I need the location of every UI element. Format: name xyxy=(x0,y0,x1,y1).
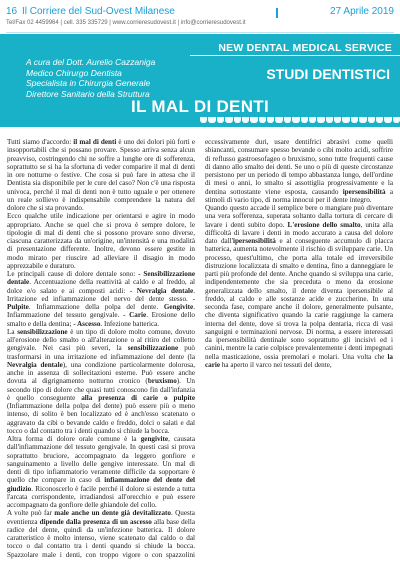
bold-phrase: sensibilizzazione xyxy=(127,344,179,353)
text-run: Quando questo accade il semplice bere o mangiare può diventare una vera sofferenza, superata soltanto dalla tortura di cercare di lavare i denti subito dopo. xyxy=(205,204,393,229)
text-run: . Irritazione ed infiammazione del nervo del dente stesso. xyxy=(7,286,196,303)
text-run: , causata dall'infiammazione del tessuto gengivale. In questi casi si prova soprattutto bruciore, accompagnato da leggero gonfiore e sanguinamento a livello delle gengive interessate. Un mal di denti di tipo infiammatorio veramente difficile da sopportare è quello che compare in caso di xyxy=(7,435,195,485)
tooth-shape xyxy=(208,117,215,123)
article-title: IL MAL DI DENTI xyxy=(131,97,269,116)
bold-phrase: Nevralgia dentale xyxy=(7,360,63,369)
tooth-shape xyxy=(242,117,249,123)
newspaper-name: Il Corriere del Sud-Ovest Milanese xyxy=(22,6,175,17)
article-paragraph xyxy=(7,270,195,328)
byline-line: Direttore Sanitario della Struttura xyxy=(26,88,150,99)
text-run: ), una condizione particolarmente dolorosa, anche in assenza di sollecitazioni esterne. Può essere anche dovuta al digrignamento notturno cronico ( xyxy=(7,360,196,386)
text-run: ha aperto il varco nei tessuti del dente, xyxy=(220,360,332,369)
bold-phrase: - Pulpite xyxy=(7,294,195,311)
bold-phrase: Gengivite xyxy=(163,303,194,311)
text-run: Tutti siamo d'accordo: xyxy=(7,138,74,146)
byline-line: A cura del Dott. Aurelio Cazzaniga xyxy=(26,57,156,67)
tooth-decoration xyxy=(200,117,400,123)
text-run: . Erosione dello smalto e della dentina; xyxy=(7,311,195,328)
text-run: e al conseguente accumulo di placca batterica, aumenta notevolmente il rischio di sviluppare carie. Un processo, quest'ultimo, che porta alla totale ed irreversibile distruzione localizzata di smalto e dentina, fino a danneggiare le parti più profonde del dente. Anche quando si sviluppa una carie, indipendentemente che sia preceduta o meno da erosione generalizzata dello smalto, il dente diventa ipersensibile al freddo, al caldo e alle sostanze acide e zuccherine. In una seconda fase, compare anche il dolore, generalmente pulsante, che diventa significativo quando la carie raggiunge la camera interna del dente, dove si trova la polpa dentaria, ricca di vasi sanguigni e terminazioni nervose. Di norma, a essere interessati da ipersensibilità dentinale sono soprattutto gli incisivi ed i canini, mentre la carie colpisce prevalentemente i denti impegnati nella masticazione, ossia premolari e molari. Una volta che xyxy=(205,237,393,361)
text-run: è un tipo di dolore molto comune, dovuto all'erosione dello smalto o all'alterazione o al ritiro del colletto gengivale. Nei casi più severi, la xyxy=(7,327,195,353)
bold-phrase: L'erosione dello smalto xyxy=(287,220,361,229)
tooth-shape xyxy=(267,117,274,123)
bold-phrase: bruxismo xyxy=(147,377,177,386)
bold-phrase: - Carie xyxy=(123,311,147,320)
tooth-shape xyxy=(309,117,316,123)
text-run: . Infezione batterica. xyxy=(100,319,160,328)
text-run: Ecco qualche utile indicazione per orientarsi e agire in modo appropriato. Anche se quel che si prova è sempre dolore, le tipologie di mal di denti che si possono provare sono diverse, ciascuna caratterizzata da un'origine, un'intensità e una modalità di presentazione differente. Inoltre, devono essere gestite in modo mirato per riuscire ad alleviare il disagio in modo apprezzabile e duraturo. xyxy=(7,212,195,270)
bold-phrase: ipersensibilità xyxy=(232,237,276,245)
author-byline xyxy=(26,57,155,99)
text-run: alla base della radice del dente, quindi da un'infezione batterica. Il dolore caratteristico è molto intenso, viene scatenato dal caldo o dal tocco o dal contatto tra i denti quando si chiude la bocca. Spazzolare male i denti, con troppo vigore o con spazzolini eccessivamente duri, usare dentifrici abrasivi come quelli sbiancanti, consumare spesso bevande o cibi molto acidi, soffrire di reflusso gastroesofageo o bruxismo, sono tutte frequenti cause di danno allo smalto dei denti. Se uno o più di queste circostanze persistono per un periodo di tempo abbastanza lungo, dell'ordine di mesi o anni, lo smalto si assottiglia progressivamente e la dentina sottostante viene esposta, causando xyxy=(7,138,393,559)
bold-phrase: - Ascesso xyxy=(73,319,101,328)
service-name: NEW DENTAL MEDICAL SERVICE xyxy=(218,42,392,54)
bold-phrase: male anche un dente già devitalizzato xyxy=(54,509,171,518)
bold-phrase: la carie xyxy=(205,352,393,369)
byline-line: Medico Chirurgo Dentista xyxy=(26,67,122,78)
text-run: a stimoli di vario tipo, di norma innocui per il dente integro. xyxy=(205,187,393,204)
text-run: è uno dei dolori più forti e insopportabili che si possano provare. Spesso arriva senza alcun preavviso, costringendo chi ne soffre a lunghe ore di sofferenza, soprattutto se si ha la sfortuna di veder comparire il mal di denti in ore notturne o festive. Che cosa si può fare in attesa che il Dentista sia disponibile per le cure del caso? Non c'è una risposta univoca, perché il mal di denti non è tutto uguale e per ottenere un reale sollievo è indispensabile comprendere la natura del dolore che si sta provando. xyxy=(7,138,195,212)
tooth-shape xyxy=(200,117,207,123)
tooth-shape xyxy=(234,117,241,123)
text-run: (Infiammazione della polpa del dente) può essere più o meno intenso, di solito è ben localizzato ed è anch'esso scatenato o aggravato da cibi o bevande caldo e freddo, dolci o salati e dal tocco o dal contatto tra i denti quando si chiude la bocca. xyxy=(7,402,195,435)
byline-line: Specialista in Chirurgia Generale xyxy=(26,78,151,88)
tooth-shape xyxy=(259,117,266,123)
article-paragraph xyxy=(7,435,195,509)
tooth-shape xyxy=(393,117,400,123)
article-paragraph xyxy=(7,212,195,270)
tooth-shape xyxy=(359,117,366,123)
bold-phrase: sensibilizzazione xyxy=(17,327,68,336)
text-run: ). Un secondo tipo di dolore che quasi tutti conoscono fin dall'infanzia è quello conseguente xyxy=(7,377,195,402)
masthead-divider xyxy=(276,8,278,18)
tooth-shape xyxy=(376,117,383,123)
article-paragraph xyxy=(7,138,195,212)
tooth-shape xyxy=(342,117,349,123)
bold-phrase: gengivite xyxy=(140,435,169,443)
tooth-shape xyxy=(292,117,299,123)
tooth-shape xyxy=(368,117,375,123)
tooth-shape xyxy=(317,117,324,123)
banner-rule xyxy=(190,55,400,56)
text-run: , unita alla difficoltà di lavare i denti in modo accurato a causa del dolore dato dall' xyxy=(205,220,393,245)
tooth-shape xyxy=(250,117,257,123)
tooth-shape xyxy=(301,117,308,123)
page-number: 16 xyxy=(6,6,18,17)
text-run: può trasformarsi in una irritazione ed infiammazione del dente (la xyxy=(7,344,196,361)
text-run: . Infiammazione della polpa del dente. xyxy=(28,303,164,311)
tooth-shape xyxy=(217,117,224,123)
tooth-shape xyxy=(225,117,232,123)
text-run: . Accentuazione della reattività al caldo e al freddo, al dolce e/o salato e ai composti acidi: xyxy=(7,278,195,295)
bold-phrase: ipersensibilità xyxy=(342,187,386,196)
tooth-shape xyxy=(351,117,358,123)
article-body xyxy=(7,138,393,566)
bold-phrase: il mal di denti xyxy=(73,138,117,146)
tooth-shape xyxy=(384,117,391,123)
text-run: Altra forma di dolore orale comune è la xyxy=(7,435,141,443)
text-run: . Riconoscerlo è facile perché il dolore si estende a tutta l'arcata corrispondente, irradiandosi all'orecchio e può essere accompagnato da gonfiore delle ghiandole del collo. xyxy=(7,484,195,509)
article-paragraph xyxy=(7,328,195,435)
tooth-shape xyxy=(326,117,333,123)
text-run: Le principali cause di dolore dentale sono: xyxy=(7,270,139,278)
text-run: La xyxy=(7,327,18,336)
issue-date: 27 Aprile 2019 xyxy=(330,6,394,17)
contact-line: Tel/Fax 02 4459964 | cell. 335 335729 | www.corrieresudovest.it | info@corrieresudovest.it xyxy=(6,20,246,26)
bold-phrase: alla presenza di carie o pulpite xyxy=(81,393,195,402)
bold-phrase: - Nevralgia dentale xyxy=(129,286,194,295)
masthead xyxy=(6,6,394,33)
tooth-shape xyxy=(284,117,291,123)
text-run: . Questa eventienza xyxy=(7,509,195,526)
tooth-shape xyxy=(275,117,282,123)
section-title: STUDI DENTISTICI xyxy=(266,66,390,82)
article-paragraph xyxy=(205,204,393,369)
tooth-shape xyxy=(334,117,341,123)
bold-phrase: infiammazione del dente del giudizio xyxy=(7,476,195,493)
text-run: . Infiammazione del tessuto gengivale. xyxy=(7,303,195,320)
bold-phrase: dipende dalla presenza di un ascesso xyxy=(39,517,152,526)
bold-phrase: - Sensibilizzazione dentale xyxy=(7,270,195,287)
text-run: A volte può far xyxy=(7,509,55,518)
